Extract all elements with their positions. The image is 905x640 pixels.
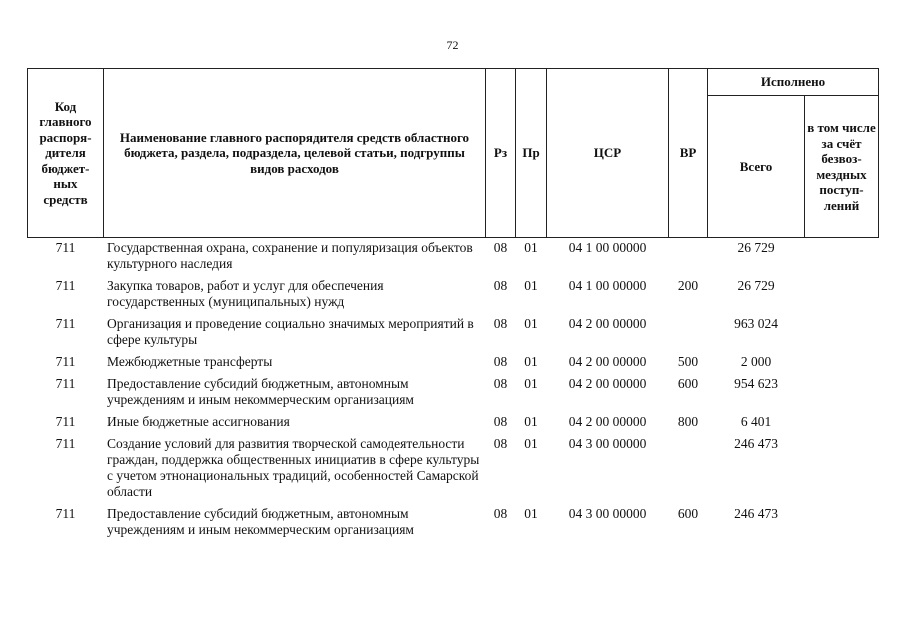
cell-rz: 08 bbox=[493, 354, 508, 369]
cell-csr: 04 1 00 00000 bbox=[568, 278, 647, 293]
header-rz: Рз bbox=[486, 69, 516, 238]
table-row bbox=[28, 276, 879, 314]
table-body bbox=[28, 238, 879, 543]
header-total: Всего bbox=[708, 96, 805, 238]
cell-total: 954 623 bbox=[734, 376, 778, 391]
cell-name: Иные бюджетные ассигнования bbox=[107, 414, 290, 429]
cell-rz: 08 bbox=[493, 240, 508, 255]
table-row bbox=[28, 434, 879, 504]
header-code: Код главного распоря-дителя бюджет-ных средств bbox=[28, 69, 104, 238]
cell-vr: 500 bbox=[677, 354, 699, 369]
cell-code: 711 bbox=[55, 316, 76, 331]
cell-name: Предоставление субсидий бюджетным, автономным учреждениям и иным некоммерческим организациям bbox=[107, 376, 414, 407]
cell-name: Организация и проведение социально значимых мероприятий в сфере культуры bbox=[107, 316, 474, 347]
cell-pr: 01 bbox=[524, 240, 538, 255]
cell-code: 711 bbox=[55, 354, 76, 369]
cell-csr: 04 1 00 00000 bbox=[568, 240, 647, 255]
cell-incl bbox=[805, 504, 879, 542]
cell-total: 2 000 bbox=[740, 354, 772, 369]
cell-total: 246 473 bbox=[734, 506, 778, 521]
header-pr: Пр bbox=[516, 69, 547, 238]
cell-vr: 200 bbox=[677, 278, 699, 293]
table-row bbox=[28, 314, 879, 352]
cell-vr: 800 bbox=[677, 414, 699, 429]
table-row bbox=[28, 374, 879, 412]
cell-pr: 01 bbox=[524, 436, 538, 451]
cell-code: 711 bbox=[55, 376, 76, 391]
cell-pr: 01 bbox=[524, 414, 538, 429]
cell-total: 26 729 bbox=[737, 278, 775, 293]
cell-code: 711 bbox=[55, 414, 76, 429]
cell-name: Государственная охрана, сохранение и популяризация объектов культурного наследия bbox=[107, 240, 473, 271]
cell-total: 963 024 bbox=[734, 316, 778, 331]
cell-csr: 04 3 00 00000 bbox=[568, 436, 647, 451]
cell-name: Создание условий для развития творческой самодеятельности граждан, поддержка общественных инициатив в сфере культуры с учетом этнонациональных традиций, особенностей Самарской области bbox=[107, 436, 480, 499]
cell-name: Межбюджетные трансферты bbox=[107, 354, 273, 369]
cell-vr: 600 bbox=[677, 506, 699, 521]
cell-csr: 04 2 00 00000 bbox=[568, 414, 647, 429]
cell-total: 26 729 bbox=[737, 240, 775, 255]
cell-incl bbox=[805, 314, 879, 352]
cell-code: 711 bbox=[55, 278, 76, 293]
cell-total: 6 401 bbox=[740, 414, 772, 429]
table-row bbox=[28, 412, 879, 434]
table-row bbox=[28, 504, 879, 542]
cell-incl bbox=[805, 352, 879, 374]
header-incl: в том числе за счёт безвоз-мездных поступ-лений bbox=[805, 96, 879, 238]
cell-csr: 04 2 00 00000 bbox=[568, 376, 647, 391]
cell-incl bbox=[805, 276, 879, 314]
cell-pr: 01 bbox=[524, 506, 538, 521]
cell-code: 711 bbox=[55, 240, 76, 255]
cell-pr: 01 bbox=[524, 278, 538, 293]
cell-vr bbox=[669, 314, 708, 352]
page-number: 72 bbox=[446, 38, 459, 52]
cell-csr: 04 2 00 00000 bbox=[568, 316, 647, 331]
cell-pr: 01 bbox=[524, 316, 538, 331]
cell-incl bbox=[805, 238, 879, 277]
cell-name: Закупка товаров, работ и услуг для обеспечения государственных (муниципальных) нужд bbox=[107, 278, 384, 309]
header-vr: ВР bbox=[669, 69, 708, 238]
header-name: Наименование главного распорядителя средств областного бюджета, раздела, подраздела, целевой статьи, подгруппы видов расходов bbox=[104, 69, 486, 238]
cell-incl bbox=[805, 374, 879, 412]
cell-pr: 01 bbox=[524, 354, 538, 369]
cell-rz: 08 bbox=[493, 436, 508, 451]
cell-vr: 600 bbox=[677, 376, 699, 391]
cell-vr bbox=[669, 434, 708, 504]
cell-rz: 08 bbox=[493, 376, 508, 391]
cell-csr: 04 3 00 00000 bbox=[568, 506, 647, 521]
budget-table bbox=[27, 68, 879, 542]
table-row bbox=[28, 238, 879, 277]
header-executed: Исполнено bbox=[708, 69, 879, 96]
cell-total: 246 473 bbox=[734, 436, 778, 451]
cell-incl bbox=[805, 434, 879, 504]
table-row bbox=[28, 352, 879, 374]
cell-vr bbox=[669, 238, 708, 277]
cell-name: Предоставление субсидий бюджетным, автономным учреждениям и иным некоммерческим организациям bbox=[107, 506, 414, 537]
header-csr: ЦСР bbox=[547, 69, 669, 238]
cell-pr: 01 bbox=[524, 376, 538, 391]
cell-code: 711 bbox=[55, 506, 76, 521]
cell-csr: 04 2 00 00000 bbox=[568, 354, 647, 369]
cell-incl bbox=[805, 412, 879, 434]
cell-rz: 08 bbox=[493, 316, 508, 331]
cell-rz: 08 bbox=[493, 414, 508, 429]
cell-code: 711 bbox=[55, 436, 76, 451]
cell-rz: 08 bbox=[493, 278, 508, 293]
cell-rz: 08 bbox=[493, 506, 508, 521]
